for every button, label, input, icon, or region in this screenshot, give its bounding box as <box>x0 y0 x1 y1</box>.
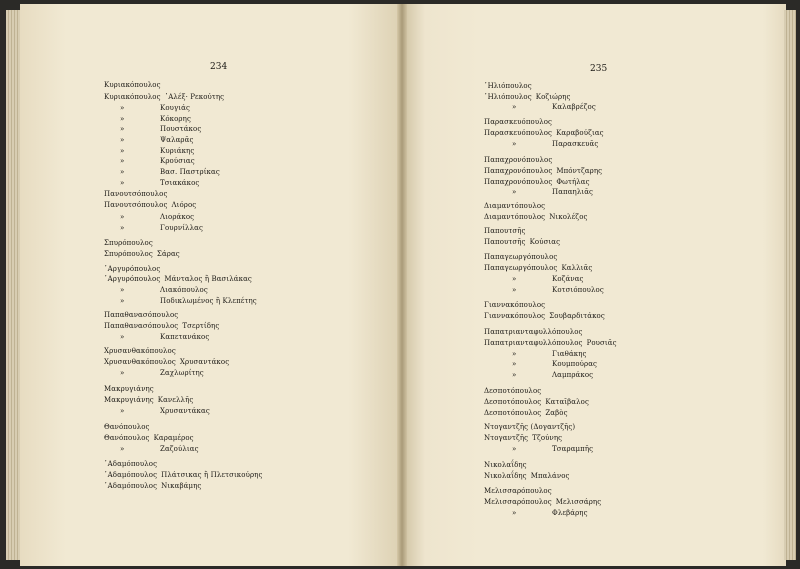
surname-variant: Λαμπράκος <box>552 371 594 379</box>
ditto-mark: » <box>120 147 125 155</box>
surname-original: Κυριακόπουλος <box>104 93 161 101</box>
surname-variant: Κυριάκης <box>160 147 195 155</box>
book-gutter <box>397 4 407 566</box>
surname-original: Πανουτσόπουλος <box>104 201 168 209</box>
surname-variant: Κουμπούρας <box>552 360 598 368</box>
surname-original: Σπυρόπουλος <box>104 250 153 258</box>
surname-variant: Κόκορης <box>160 115 191 123</box>
surname-original: ῾Ηλιόπουλος <box>484 82 532 90</box>
surname-variant: Ρουσιᾶς <box>586 339 617 347</box>
surname-variant: ῾Αλέξ· Ρεκούτης <box>164 93 225 101</box>
surname-variant: Τσαραμπῆς <box>552 445 594 453</box>
surname-variant: Κοζάνας <box>552 275 584 283</box>
ditto-mark: » <box>512 286 517 294</box>
surname-original: Παπαγεωργόπουλος <box>484 264 558 272</box>
surname-variant: Χρυσαντάκος <box>179 358 230 366</box>
surname-original: Παπαχρονόπουλος <box>484 178 553 186</box>
surname-variant: Καταῖβαλος <box>545 398 589 406</box>
surname-original: Γιαννακόπουλος <box>484 301 546 309</box>
surname-original: Παπουτσῆς <box>484 238 526 246</box>
surname-original: Παπαχρονόπουλος <box>484 167 553 175</box>
surname-variant: Μπόντζαρης <box>556 167 603 175</box>
surname-original: Γιαννακόπουλος <box>484 312 546 320</box>
surname-variant: Λιόρος <box>171 201 197 209</box>
surname-variant: Καλλιᾶς <box>561 264 593 272</box>
page-number-left: 234 <box>210 62 228 72</box>
surname-original: ῾Αδαμόπουλος <box>104 460 158 468</box>
surname-variant: Καλαβρέζος <box>552 103 596 111</box>
surname-variant: Τσερτίδης <box>182 322 220 330</box>
surname-variant: Κοζιώρης <box>535 93 571 101</box>
ditto-mark: » <box>120 115 125 123</box>
ditto-mark: » <box>512 360 517 368</box>
ditto-mark: » <box>120 333 125 341</box>
surname-original: Παρασκευόπουλος <box>484 129 553 137</box>
surname-variant: Ποδικλωμένος ἢ Κλεπέτης <box>160 297 257 305</box>
surname-original: ῾Ηλιόπουλος <box>484 93 532 101</box>
surname-variant: Πλάτσικας ἢ Πλετσικούρης <box>161 471 263 479</box>
ditto-mark: » <box>120 136 125 144</box>
surname-variant: Φλεβάρης <box>552 509 588 517</box>
right-page <box>402 4 786 566</box>
surname-variant: Κούσιας <box>529 238 561 246</box>
surname-variant: Λιακόπουλος <box>160 286 208 294</box>
surname-variant: Σάρας <box>156 250 180 258</box>
surname-variant: Σουβαρδιτάκος <box>549 312 605 320</box>
surname-variant: Κρούσιας <box>160 157 195 165</box>
surname-variant: Ζαχλωρίτης <box>160 369 204 377</box>
left-page <box>20 4 402 566</box>
surname-original: Παπατριανταφυλλόπουλος <box>484 328 583 336</box>
surname-original: Παπαγεωργόπουλος <box>484 253 558 261</box>
ditto-mark: » <box>120 179 125 187</box>
surname-original: Σπυρόπουλος <box>104 239 153 247</box>
ditto-mark: » <box>512 140 517 148</box>
ditto-mark: » <box>120 125 125 133</box>
surname-variant: Καπετανάκος <box>160 333 210 341</box>
right-page-edges <box>784 10 796 560</box>
surname-original: Δεσποτόπουλος <box>484 398 542 406</box>
surname-original: Μελισσαρόπουλος <box>484 498 552 506</box>
surname-original: Διαμαντόπουλος <box>484 213 546 221</box>
ditto-mark: » <box>120 104 125 112</box>
surname-variant: Καραβούζιας <box>556 129 604 137</box>
ditto-mark: » <box>512 445 517 453</box>
surname-original: Δεσποτόπουλος <box>484 387 542 395</box>
ditto-mark: » <box>512 275 517 283</box>
surname-variant: Γιαθάκης <box>552 350 587 358</box>
ditto-mark: » <box>512 509 517 517</box>
surname-variant: Νικαβάμης <box>161 482 202 490</box>
surname-original: Διαμαντόπουλος <box>484 202 546 210</box>
ditto-mark: » <box>512 371 517 379</box>
surname-original: Μακρυγιάνης <box>104 396 154 404</box>
surname-variant: Μάνταλος ἢ Βασιλάκας <box>164 275 252 283</box>
surname-original: Νικολαΐδης <box>484 461 527 469</box>
surname-original: Κυριακόπουλος <box>104 81 161 89</box>
surname-original: Παρασκευόπουλος <box>484 118 553 126</box>
ditto-mark: » <box>512 188 517 196</box>
surname-original: Παπαχρονόπουλος <box>484 156 553 164</box>
surname-variant: Παρασκευᾶς <box>552 140 599 148</box>
surname-original: Παπαθανασόπουλος <box>104 311 179 319</box>
ditto-mark: » <box>120 213 125 221</box>
surname-original: Δεσποτόπουλος <box>484 409 542 417</box>
ditto-mark: » <box>120 297 125 305</box>
surname-original: ῾Αργυρόπουλος <box>104 275 161 283</box>
surname-variant: Ψαλαρᾶς <box>160 136 194 144</box>
surname-original: Παπατριανταφυλλόπουλος <box>484 339 583 347</box>
ditto-mark: » <box>512 350 517 358</box>
surname-original: Νικολαΐδης <box>484 472 527 480</box>
page-number-right: 235 <box>590 64 608 74</box>
surname-original: Χρυσανθακόπουλος <box>104 347 176 355</box>
surname-variant: Τσιακάκος <box>160 179 200 187</box>
surname-variant: Πουστάκος <box>160 125 202 133</box>
ditto-mark: » <box>120 157 125 165</box>
ditto-mark: » <box>120 224 125 232</box>
surname-original: ῾Αργυρόπουλος <box>104 265 161 273</box>
surname-variant: Κουγιάς <box>160 104 190 112</box>
surname-variant: Ζαβὸς <box>545 409 568 417</box>
surname-variant: Χρυσαντάκας <box>160 407 210 415</box>
surname-variant: Κοτσιόπουλος <box>552 286 604 294</box>
surname-original: Ντογαντζῆς <box>484 434 529 442</box>
surname-original: ῾Αδαμόπουλος <box>104 471 158 479</box>
surname-original: Μελισσαρόπουλος <box>484 487 552 495</box>
ditto-mark: » <box>120 445 125 453</box>
ditto-mark: » <box>120 286 125 294</box>
surname-variant: Τζούνης <box>532 434 563 442</box>
surname-variant: Ζαζούλιας <box>160 445 199 453</box>
ditto-mark: » <box>120 168 125 176</box>
surname-variant: Μελισσάρης <box>555 498 602 506</box>
ditto-mark: » <box>120 407 125 415</box>
surname-original: Παπαθανασόπουλος <box>104 322 179 330</box>
surname-variant: Νικολέζος <box>549 213 588 221</box>
surname-variant: Παπαηλιᾶς <box>552 188 594 196</box>
surname-original: Χρυσανθακόπουλος <box>104 358 176 366</box>
surname-variant: Γουρνίλλας <box>160 224 203 232</box>
surname-variant: Βασ. Παστρίκας <box>160 168 220 176</box>
surname-original: Θανόπουλος <box>104 423 150 431</box>
ditto-mark: » <box>512 103 517 111</box>
surname-original: ῾Αδαμόπουλος <box>104 482 158 490</box>
surname-variant: Μπαλάνος <box>530 472 570 480</box>
ditto-mark: » <box>120 369 125 377</box>
surname-variant: Φωτήλας <box>556 178 590 186</box>
surname-original: Πανουτσόπουλος <box>104 190 168 198</box>
surname-variant: Κανελλῆς <box>157 396 194 404</box>
surname-original: Μακρυγιάνης <box>104 385 154 393</box>
surname-variant: Λιοράκος <box>160 213 195 221</box>
surname-variant: Καραμέρος <box>153 434 194 442</box>
surname-original: Ντογαντζῆς (Δογαντζῆς) <box>484 423 576 431</box>
surname-original: Θανόπουλος <box>104 434 150 442</box>
surname-original: Παπουτσῆς <box>484 227 526 235</box>
